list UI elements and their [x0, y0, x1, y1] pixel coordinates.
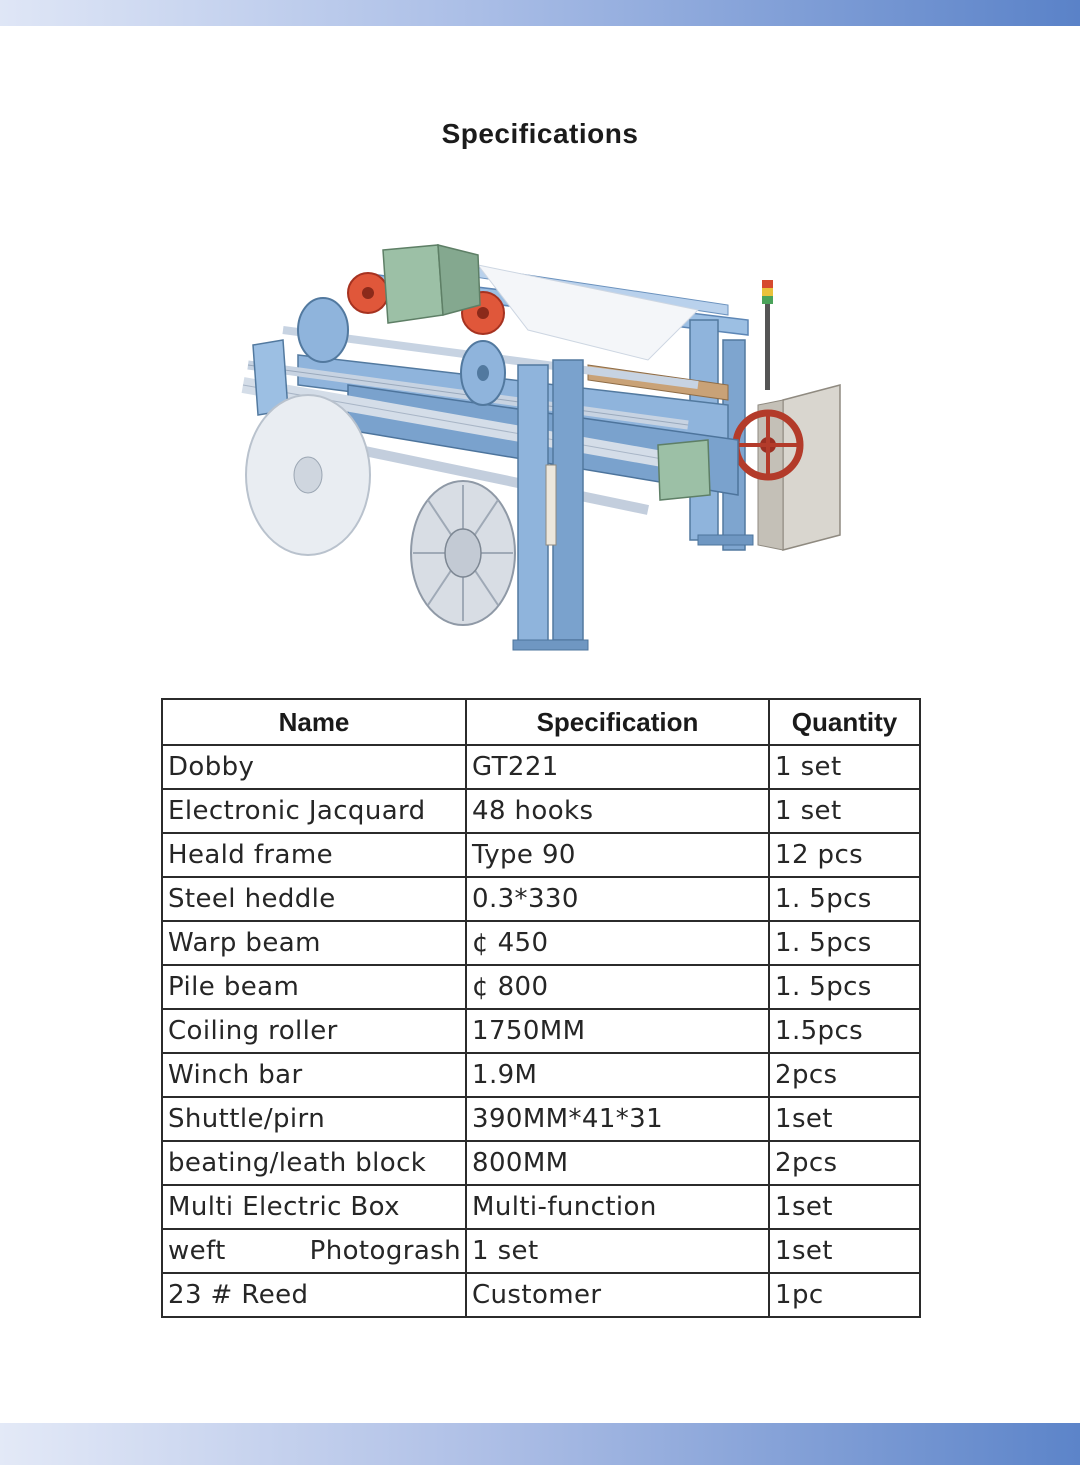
cell-name: Warp beam	[162, 921, 466, 965]
cell-spec: ¢ 800	[466, 965, 769, 1009]
cell-name: Steel heddle	[162, 877, 466, 921]
cell-spec: 0.3*330	[466, 877, 769, 921]
cell-name: Winch bar	[162, 1053, 466, 1097]
loom-machine-illustration	[228, 235, 858, 675]
cell-qty: 1.5pcs	[769, 1009, 920, 1053]
cell-spec: 390MM*41*31	[466, 1097, 769, 1141]
cell-qty: 1. 5pcs	[769, 965, 920, 1009]
table-row	[162, 1053, 920, 1097]
cell-name: Dobby	[162, 745, 466, 789]
cell-name-left: weft	[168, 1236, 226, 1266]
cell-name: Electronic Jacquard	[162, 789, 466, 833]
cell-spec: ¢ 450	[466, 921, 769, 965]
table-row	[162, 1273, 920, 1317]
table-row	[162, 1229, 920, 1273]
table-row	[162, 1009, 920, 1053]
table-row	[162, 965, 920, 1009]
cell-qty: 2pcs	[769, 1053, 920, 1097]
cell-qty: 1 set	[769, 745, 920, 789]
cell-name: Heald frame	[162, 833, 466, 877]
cell-qty: 2pcs	[769, 1141, 920, 1185]
cell-spec: 1.9M	[466, 1053, 769, 1097]
cell-name: Coiling roller	[162, 1009, 466, 1053]
cell-spec: Multi-function	[466, 1185, 769, 1229]
cell-spec: Customer	[466, 1273, 769, 1317]
table-row	[162, 789, 920, 833]
cell-name: beating/leath block	[162, 1141, 466, 1185]
top-decorative-band	[0, 0, 1080, 26]
cell-name: Multi Electric Box	[162, 1185, 466, 1229]
cell-qty: 12 pcs	[769, 833, 920, 877]
table-header-row	[162, 699, 920, 745]
table-row	[162, 745, 920, 789]
table-row	[162, 1185, 920, 1229]
cell-qty: 1. 5pcs	[769, 921, 920, 965]
cell-qty: 1 set	[769, 789, 920, 833]
header-specification: Specification	[466, 699, 769, 745]
cell-spec: Type 90	[466, 833, 769, 877]
table-row	[162, 1141, 920, 1185]
table-row	[162, 877, 920, 921]
cell-qty: 1set	[769, 1097, 920, 1141]
cell-name: Pile beam	[162, 965, 466, 1009]
cell-name	[162, 1229, 466, 1273]
cell-qty: 1pc	[769, 1273, 920, 1317]
cell-name-right: Photogrash	[309, 1236, 461, 1266]
cell-spec: 1750MM	[466, 1009, 769, 1053]
cell-spec: GT221	[466, 745, 769, 789]
cell-name: Shuttle/pirn	[162, 1097, 466, 1141]
cell-spec: 48 hooks	[466, 789, 769, 833]
table-row	[162, 833, 920, 877]
cell-qty: 1. 5pcs	[769, 877, 920, 921]
cell-qty: 1set	[769, 1185, 920, 1229]
table-row	[162, 1097, 920, 1141]
cell-spec: 800MM	[466, 1141, 769, 1185]
cell-qty: 1set	[769, 1229, 920, 1273]
cell-name: 23 # Reed	[162, 1273, 466, 1317]
page-title: Specifications	[441, 118, 639, 149]
cell-spec: 1 set	[466, 1229, 769, 1273]
table-row	[162, 921, 920, 965]
specifications-table	[161, 698, 921, 1318]
header-quantity: Quantity	[769, 699, 920, 745]
header-name: Name	[162, 699, 466, 745]
bottom-decorative-band	[0, 1423, 1080, 1465]
